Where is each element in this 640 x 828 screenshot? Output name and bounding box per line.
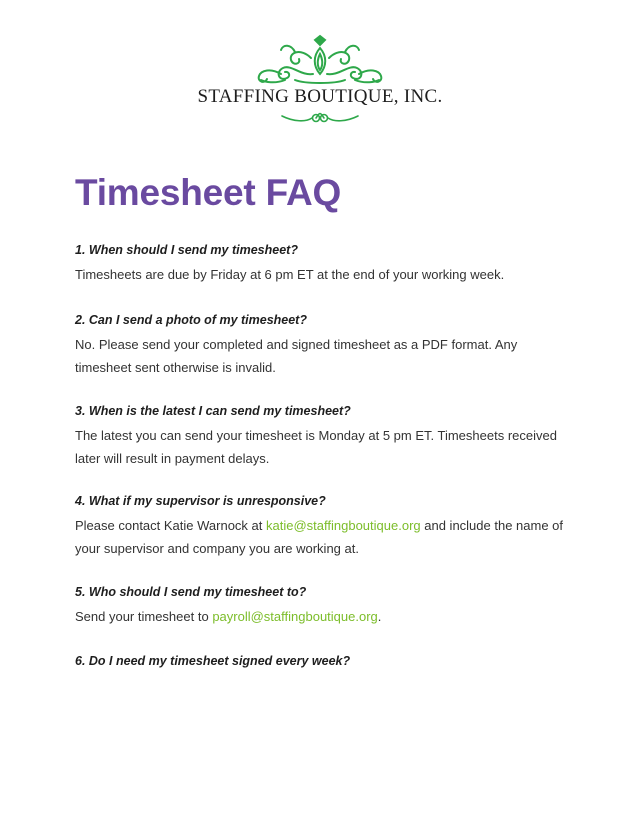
faq-item (75, 491, 575, 560)
company-name: STAFFING BOUTIQUE, INC. (197, 86, 443, 107)
faq-answer (75, 605, 381, 628)
faq-question: 3. When is the latest I can send my timesheet? (75, 404, 351, 418)
faq-question: 5. Who should I send my timesheet to? (75, 585, 307, 599)
email-link-payroll[interactable]: payroll@staffingboutique.org (212, 609, 378, 624)
email-link-katie[interactable]: katie@staffingboutique.org (266, 518, 421, 533)
faq-answer: Timesheets are due by Friday at 6 pm ET at the end of your working week. (75, 267, 505, 282)
faq-answer: The latest you can send your timesheet is Monday at 5 pm ET. Timesheets received later will result in payment delays. (75, 428, 557, 466)
company-logo (0, 34, 640, 126)
faq-item (75, 240, 504, 286)
ornamental-flourish-icon (280, 110, 360, 126)
faq-question: 1. When should I send my timesheet? (75, 243, 298, 257)
faq-answer (75, 514, 575, 560)
faq-item (75, 310, 575, 379)
answer-text: and include the name of your supervisor and company you are working at. (75, 518, 564, 556)
answer-text: . (377, 609, 382, 624)
faq-item (75, 401, 575, 470)
page-title: Timesheet FAQ (75, 172, 342, 213)
faq-question: 4. What if my supervisor is unresponsive? (75, 494, 326, 508)
answer-text: Please contact Katie Warnock at (75, 518, 267, 533)
faq-item (75, 651, 350, 674)
ornamental-scroll-icon (255, 34, 385, 86)
faq-answer: No. Please send your completed and signed timesheet as a PDF format. Any timesheet sent otherwise is invalid. (75, 337, 518, 375)
faq-question: 6. Do I need my timesheet signed every week? (75, 654, 351, 668)
faq-item (75, 582, 381, 628)
answer-text: Send your timesheet to (75, 609, 213, 624)
faq-question: 2. Can I send a photo of my timesheet? (75, 313, 307, 327)
